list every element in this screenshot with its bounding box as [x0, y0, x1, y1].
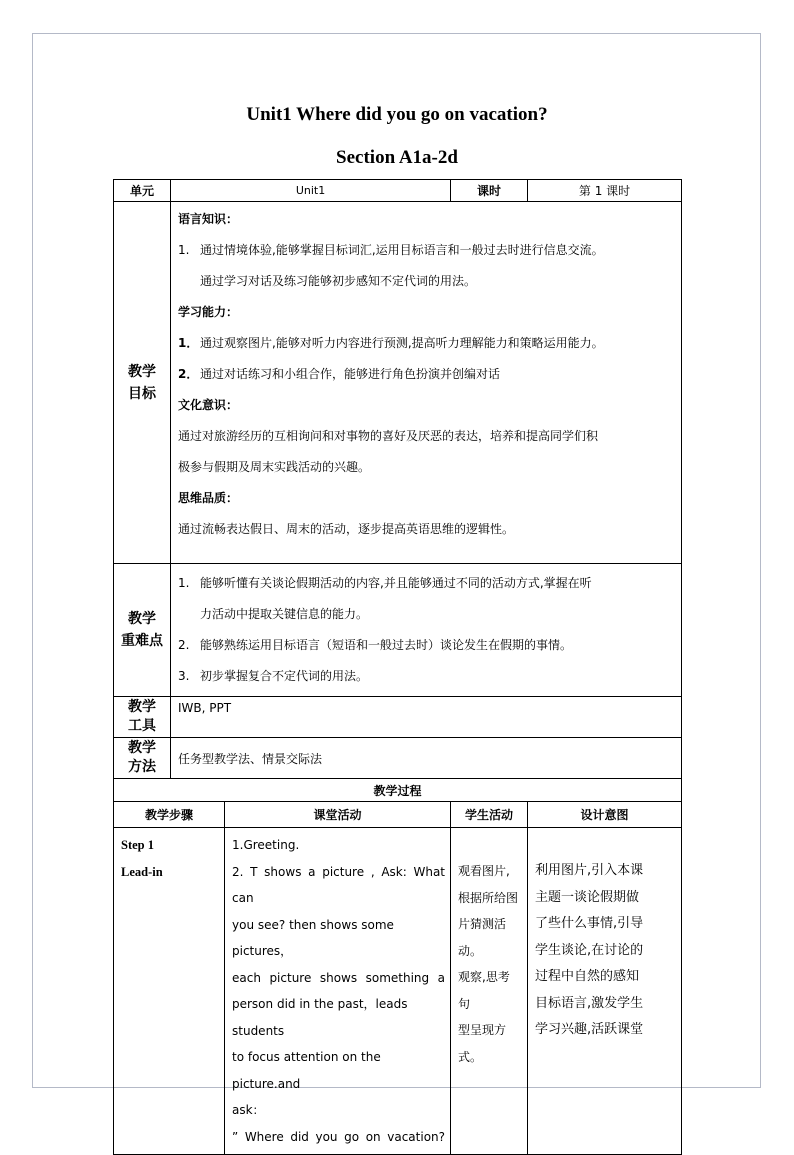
ability-item: 1． 通过观察图片,能够对听力内容进行预测,提高听力理解能力和策略运用能力。: [178, 336, 604, 350]
methods-label: 教学 方法: [114, 738, 171, 779]
lesson-plan-table: [113, 179, 681, 1155]
culture-text: 通过对旅游经历的互相询问和对事物的喜好及厌恶的表达，培养和提高同学们积: [178, 429, 599, 443]
tools-row: [114, 697, 682, 738]
objectives-row: [114, 202, 682, 564]
ability-item: 2． 通过对话练习和小组合作，能够进行角色扮演并创编对话: [178, 367, 501, 381]
language-item: 1. 通过情境体验,能够掌握目标词汇,运用目标语言和一般过去时进行信息交流。: [178, 243, 604, 257]
culture-text-cont: 极参与假期及周末实践活动的兴趣。: [178, 460, 371, 474]
activity-line: 1.Greeting.: [232, 838, 300, 852]
key-point-item: 1. 能够听懂有关谈论假期活动的内容,并且能够通过不同的活动方式,掌握在听: [178, 576, 592, 590]
activity-line: to focus attention on the picture.and: [232, 1050, 381, 1091]
process-step-row: [114, 828, 682, 1155]
header-row: [114, 180, 682, 202]
intent-cell: [528, 828, 682, 1155]
student-cell: [451, 828, 528, 1155]
process-header-row: [114, 802, 682, 828]
col-intent: 设计意图: [528, 802, 682, 828]
page-subtitle: Section A1a-2d: [336, 147, 458, 168]
step-name: Step 1: [121, 838, 154, 852]
student-line: 观察,思考句: [458, 970, 510, 1011]
col-steps: 教学步骤: [114, 802, 225, 828]
period-label: 课时: [451, 180, 528, 202]
period-value: 第 1 课时: [528, 180, 682, 202]
intent-line: 过程中自然的感知: [535, 969, 640, 984]
process-title-row: [114, 779, 682, 802]
language-heading: 语言知识：: [178, 212, 239, 226]
step-cell: [114, 828, 225, 1155]
intent-line: 学习兴趣,活跃课堂: [535, 1022, 644, 1035]
intent-line: 了些什么事情,引导: [535, 916, 644, 931]
intent-line: 利用图片,引入本课: [535, 863, 644, 878]
intent-line: 目标语言,激发学生: [535, 995, 644, 1011]
key-point-item-cont: 力活动中提取关键信息的能力。: [200, 607, 369, 621]
activity-line: ” Where did you go on vacation?: [232, 1129, 446, 1144]
tools-label: 教学 工具: [114, 697, 171, 738]
activity-line: you see? then shows some pictures，: [232, 917, 394, 958]
intent-line: 主题一谈论假期做: [535, 889, 640, 905]
language-item-cont: 通过学习对话及练习能够初步感知不定代词的用法。: [200, 274, 477, 288]
col-students: 学生活动: [451, 802, 528, 828]
thinking-heading: 思维品质：: [178, 491, 239, 505]
activity-line: 2. T shows a picture , Ask: What can: [232, 864, 446, 905]
key-point-item: 2. 能够熟练运用目标语言（短语和一般过去时）谈论发生在假期的事情。: [178, 638, 573, 652]
key-points-row: [114, 564, 682, 697]
key-point-item: 3. 初步掌握复合不定代词的用法。: [178, 669, 369, 683]
col-activities: 课堂活动: [225, 802, 451, 828]
key-points-label: 教学 重难点: [114, 564, 171, 697]
process-title: 教学过程: [114, 779, 682, 802]
student-line: 片猜测活动。: [458, 917, 507, 958]
activity-line: ask：: [232, 1103, 265, 1117]
student-line: 根据所给图: [458, 890, 519, 905]
activity-line: each picture shows something a: [232, 970, 446, 985]
culture-heading: 文化意识：: [178, 398, 239, 412]
intent-line: 学生谈论,在讨论的: [535, 942, 644, 958]
page-title: Unit1 Where did you go on vacation?: [246, 104, 548, 125]
methods-value: 任务型教学法、情景交际法: [171, 738, 682, 779]
ability-heading: 学习能力：: [178, 305, 239, 319]
step-sub: Lead-in: [121, 864, 163, 879]
activity-line: person did in the past，leads students: [232, 997, 408, 1038]
unit-value: Unit1: [171, 180, 451, 202]
student-line: 型呈现方式。: [458, 1023, 507, 1064]
student-line: 观看图片,: [458, 864, 510, 878]
methods-row: [114, 738, 682, 779]
objectives-content: [171, 202, 682, 564]
unit-label: 单元: [114, 180, 171, 202]
key-points-content: [171, 564, 682, 697]
tools-value: IWB, PPT: [171, 697, 682, 738]
thinking-text: 通过流畅表达假日、周末的活动，逐步提高英语思维的逻辑性。: [178, 522, 515, 536]
activity-cell: [225, 828, 451, 1155]
objectives-label: 教学 目标: [114, 202, 171, 564]
